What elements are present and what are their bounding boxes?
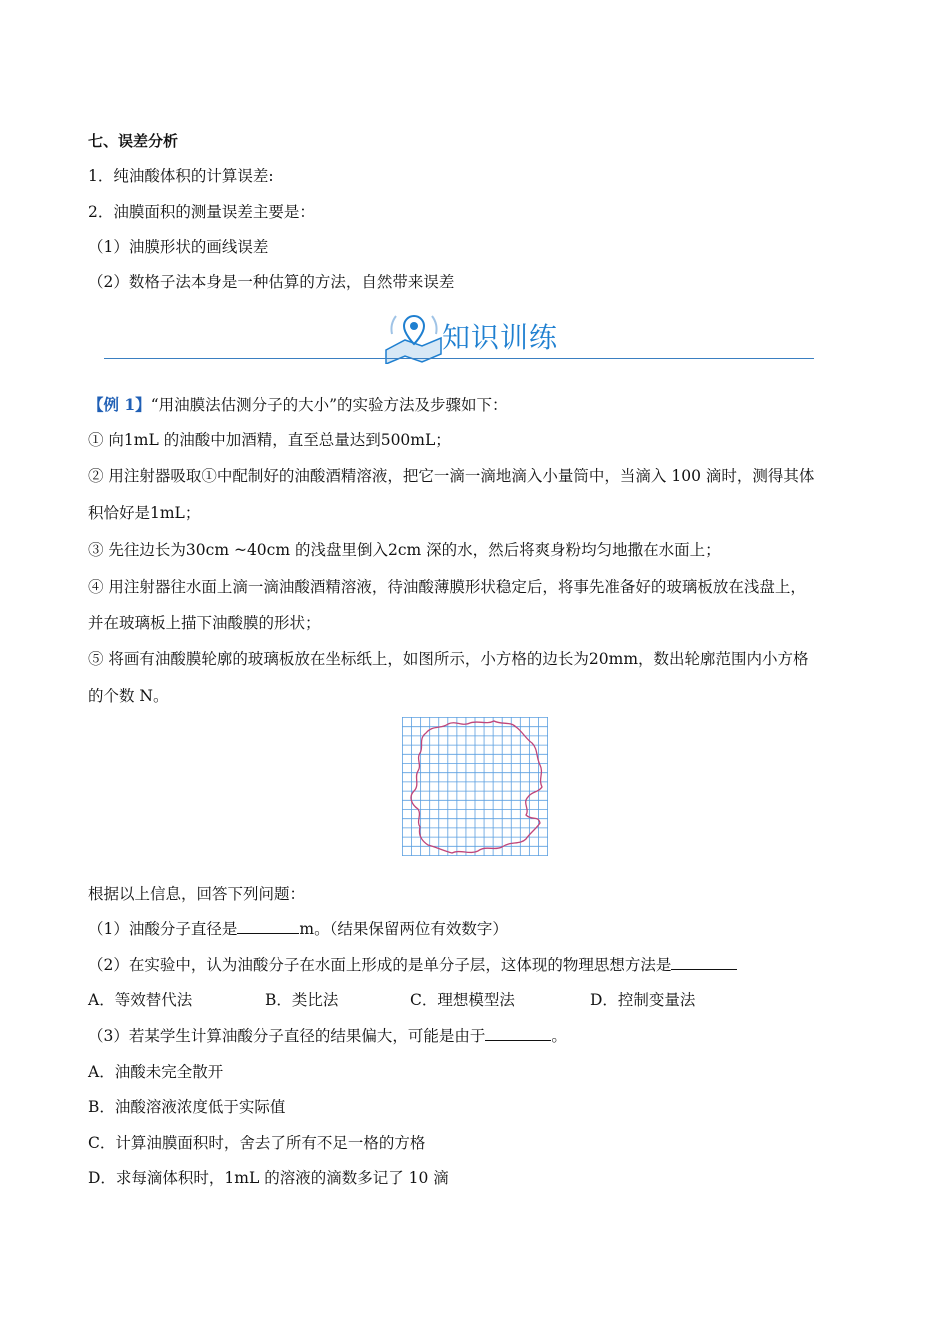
example-label: 【例 1】 <box>88 395 151 414</box>
example-step-5b: 的个数 N。 <box>88 687 169 705</box>
section-heading: 七、误差分析 <box>88 132 179 150</box>
example-step-5a: ⑤ 将画有油酸膜轮廓的玻璃板放在坐标纸上，如图所示，小方格的边长为20mm，数出轮廓范围内小方格 <box>88 650 809 668</box>
question-2 <box>88 955 737 975</box>
banner-divider <box>104 358 814 359</box>
oil-film-grid-figure <box>402 717 548 856</box>
question-1-suffix: m。（结果保留两位有效数字） <box>299 920 508 938</box>
answer-blank-1 <box>237 919 299 934</box>
example-step-4a: ④ 用注射器往水面上滴一滴油酸酒精溶液，待油酸薄膜形状稳定后，将事先准备好的玻璃板放在浅盘上， <box>88 578 806 596</box>
questions-lead: 根据以上信息，回答下列问题： <box>88 885 306 903</box>
example-step-3: ③ 先往边长为30cm ~40cm 的浅盘里倒入2cm 深的水，然后将爽身粉均匀地撒在水面上； <box>88 541 721 559</box>
q2-option-c: C．理想模型法 <box>410 991 515 1009</box>
q3-option-c: C．计算油膜面积时，舍去了所有不足一格的方格 <box>88 1134 426 1152</box>
question-1-text: （1）油酸分子直径是 <box>88 920 238 938</box>
example-step-4b: 并在玻璃板上描下油酸膜的形状； <box>88 614 321 632</box>
section-item-1: 1．纯油酸体积的计算误差: <box>88 167 274 185</box>
question-3 <box>88 1026 567 1046</box>
section-sub-2: （2）数格子法本身是一种估算的方法，自然带来误差 <box>88 273 455 291</box>
question-3-text: （3）若某学生计算油酸分子直径的结果偏大，可能是由于 <box>88 1027 486 1045</box>
q2-option-b: B．类比法 <box>265 991 339 1009</box>
question-2-text: （2）在实验中，认为油酸分子在水面上形成的是单分子层，这体现的物理思想方法是 <box>88 956 672 974</box>
example-step-2a: ② 用注射器吸取①中配制好的油酸酒精溶液，把它一滴一滴地滴入小量筒中，当滴入 100 滴时，测得其体 <box>88 467 815 485</box>
banner-title: 知识训练 <box>442 321 559 354</box>
oil-film-outline <box>411 721 542 853</box>
example-intro: “用油膜法估测分子的大小”的实验方法及步骤如下： <box>150 396 508 414</box>
q3-option-a: A．油酸未完全散开 <box>88 1063 224 1081</box>
answer-blank-3 <box>485 1026 551 1041</box>
q3-option-d: D．求每滴体积时，1mL 的溶液的滴数多记了 10 滴 <box>88 1169 449 1187</box>
example-step-1: ① 向1mL 的油酸中加酒精，直至总量达到500mL； <box>88 431 451 449</box>
answer-blank-2 <box>671 955 737 970</box>
example-step-2b: 积恰好是1mL； <box>88 504 201 522</box>
example-intro-line <box>88 395 508 415</box>
section-sub-1: （1）油膜形状的画线误差 <box>88 238 269 256</box>
question-1 <box>88 919 508 939</box>
question-3-suffix: 。 <box>551 1027 567 1045</box>
q2-option-d: D．控制变量法 <box>590 991 696 1009</box>
section-item-2: 2．油膜面积的测量误差主要是： <box>88 203 315 221</box>
q2-option-a: A．等效替代法 <box>88 991 193 1009</box>
q3-option-b: B．油酸溶液浓度低于实际值 <box>88 1098 286 1116</box>
